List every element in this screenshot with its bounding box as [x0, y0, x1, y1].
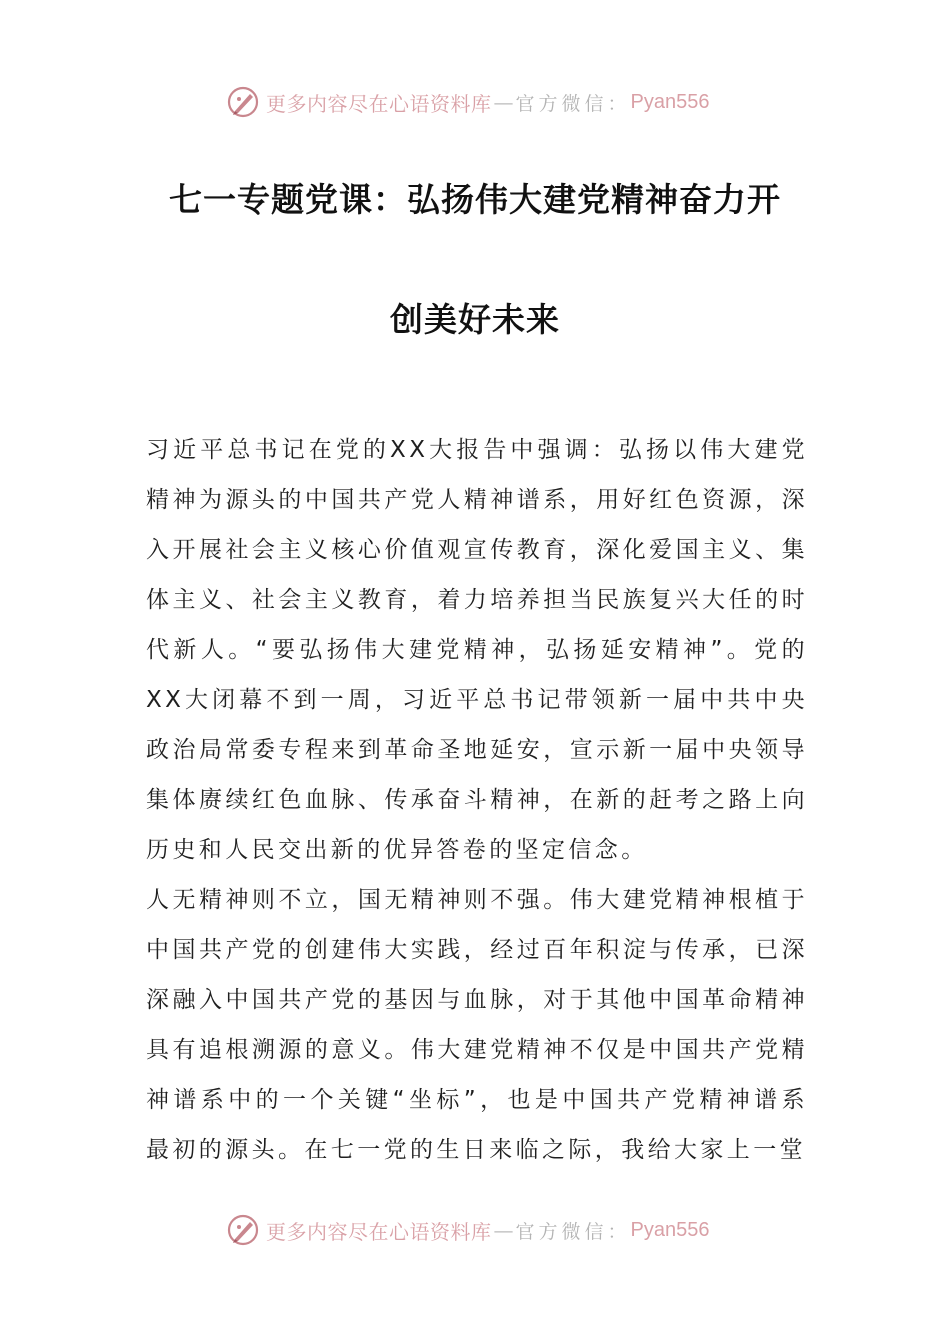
watermark-text: 更多内容尽在心语资料库: [266, 1219, 492, 1244]
watermark-separator: —: [493, 1218, 514, 1242]
watermark-wechat-id: Pyan556: [630, 1218, 710, 1241]
watermark-wechat-label: 官方微信：: [515, 92, 631, 115]
watermark-separator: —: [493, 90, 514, 114]
watermark-wechat-label: 官方微信：: [515, 1220, 631, 1243]
pen-circle-logo-icon: [226, 85, 260, 119]
document-title-line-2: 创美好未来: [390, 300, 560, 339]
document-body: [146, 425, 808, 1175]
document-title-line-1: 七一专题党课：弘扬伟大建党精神奋力开: [169, 180, 781, 219]
pen-circle-logo-icon: [226, 1213, 260, 1247]
header-watermark: [226, 82, 709, 122]
footer-watermark: [226, 1210, 709, 1250]
body-paragraph-2: 人无精神则不立，国无精神则不强。伟大建党精神根植于中国共产党的创建伟大实践，经过百年积淀与传承，已深深融入中国共产党的基因与血脉，对于其他中国革命精神具有追根溯源的意义。伟大建党精神不仅是中国共产党精神谱系中的一个关键“坐标”，也是中国共产党精神谱系最初的源头。在七一党的生日来临之际，我给大家上一堂: [146, 887, 808, 1163]
watermark-wechat-id: Pyan556: [630, 90, 710, 113]
body-paragraph-1: 习近平总书记在党的XX大报告中强调：弘扬以伟大建党精神为源头的中国共产党人精神谱系，用好红色资源，深入开展社会主义核心价值观宣传教育，深化爱国主义、集体主义、社会主义教育，着力培养担当民族复兴大任的时代新人。“要弘扬伟大建党精神，弘扬延安精神”。党的XX大闭幕不到一周，习近平总书记带领新一届中共中央政治局常委专程来到革命圣地延安，宣示新一届中央领导集体赓续红色血脉、传承奋斗精神，在新的赶考之路上向历史和人民交出新的优异答卷的坚定信念。: [146, 437, 808, 863]
watermark-text: 更多内容尽在心语资料库: [266, 91, 492, 116]
